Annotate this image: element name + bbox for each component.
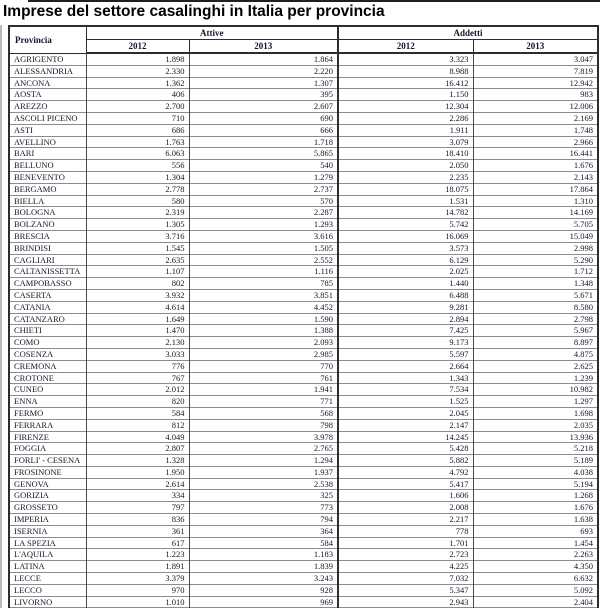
value-cell: 3.379 bbox=[86, 573, 189, 585]
value-cell: 5.742 bbox=[338, 219, 473, 231]
value-cell: 5.194 bbox=[473, 478, 598, 490]
provincia-cell: IMPERIA bbox=[9, 514, 86, 526]
value-cell: 1.950 bbox=[86, 466, 189, 478]
provincia-cell: CALTANISSETTA bbox=[9, 266, 86, 278]
value-cell: 1.638 bbox=[473, 514, 598, 526]
provincia-cell: COMO bbox=[9, 337, 86, 349]
value-cell: 3.932 bbox=[86, 289, 189, 301]
value-cell: 14.245 bbox=[338, 431, 473, 443]
provincia-cell: CROTONE bbox=[9, 372, 86, 384]
value-cell: 1.239 bbox=[473, 372, 598, 384]
value-cell: 797 bbox=[86, 502, 189, 514]
value-cell: 1.525 bbox=[338, 396, 473, 408]
value-cell: 15.049 bbox=[473, 230, 598, 242]
value-cell: 2.012 bbox=[86, 384, 189, 396]
table-row bbox=[9, 171, 598, 183]
value-cell: 5.705 bbox=[473, 219, 598, 231]
value-cell: 3.616 bbox=[189, 230, 338, 242]
value-cell: 1.911 bbox=[338, 124, 473, 136]
provincia-cell: GENOVA bbox=[9, 478, 86, 490]
table-row bbox=[9, 183, 598, 195]
value-cell: 1.305 bbox=[86, 219, 189, 231]
value-cell: 3.047 bbox=[473, 53, 598, 65]
value-cell: 364 bbox=[189, 525, 338, 537]
provincia-cell: CUNEO bbox=[9, 384, 86, 396]
value-cell: 2.998 bbox=[473, 242, 598, 254]
provincia-cell: CATANZARO bbox=[9, 313, 86, 325]
table-row bbox=[9, 160, 598, 172]
provincia-cell: ISERNIA bbox=[9, 525, 86, 537]
value-cell: 617 bbox=[86, 537, 189, 549]
value-cell: 1.505 bbox=[189, 242, 338, 254]
column-header-addetti-2013: 2013 bbox=[473, 40, 598, 54]
value-cell: 928 bbox=[189, 584, 338, 596]
value-cell: 1.362 bbox=[86, 77, 189, 89]
value-cell: 2.235 bbox=[338, 171, 473, 183]
value-cell: 1.839 bbox=[189, 561, 338, 573]
table-row bbox=[9, 490, 598, 502]
value-cell: 12.304 bbox=[338, 101, 473, 113]
value-cell: 1.676 bbox=[473, 502, 598, 514]
provincia-cell: CAMPOBASSO bbox=[9, 278, 86, 290]
table-row bbox=[9, 77, 598, 89]
table-row bbox=[9, 502, 598, 514]
provincia-cell: AVELLINO bbox=[9, 136, 86, 148]
value-cell: 1.294 bbox=[189, 455, 338, 467]
value-cell: 6.632 bbox=[473, 573, 598, 585]
provincia-cell: ASCOLI PICENO bbox=[9, 112, 86, 124]
value-cell: 2.635 bbox=[86, 254, 189, 266]
value-cell: 5.597 bbox=[338, 348, 473, 360]
table-row bbox=[9, 431, 598, 443]
value-cell: 710 bbox=[86, 112, 189, 124]
value-cell: 1.454 bbox=[473, 537, 598, 549]
table-row bbox=[9, 360, 598, 372]
value-cell: 1.864 bbox=[189, 53, 338, 65]
table-row bbox=[9, 219, 598, 231]
column-group-attive: Attive bbox=[86, 26, 338, 40]
value-cell: 820 bbox=[86, 396, 189, 408]
value-cell: 5.189 bbox=[473, 455, 598, 467]
value-cell: 9.173 bbox=[338, 337, 473, 349]
table-row bbox=[9, 455, 598, 467]
provincia-cell: FIRENZE bbox=[9, 431, 86, 443]
table-row bbox=[9, 525, 598, 537]
value-cell: 794 bbox=[189, 514, 338, 526]
value-cell: 1.304 bbox=[86, 171, 189, 183]
provincia-cell: BIELLA bbox=[9, 195, 86, 207]
value-cell: 5.967 bbox=[473, 325, 598, 337]
column-header-provincia: Provincia bbox=[9, 26, 86, 53]
value-cell: 785 bbox=[189, 278, 338, 290]
value-cell: 2.404 bbox=[473, 596, 598, 608]
value-cell: 584 bbox=[86, 407, 189, 419]
value-cell: 1.010 bbox=[86, 596, 189, 608]
value-cell: 2.286 bbox=[338, 112, 473, 124]
value-cell: 983 bbox=[473, 89, 598, 101]
table-row bbox=[9, 478, 598, 490]
provincia-cell: BRINDISI bbox=[9, 242, 86, 254]
provincia-cell: LECCO bbox=[9, 584, 86, 596]
value-cell: 776 bbox=[86, 360, 189, 372]
value-cell: 2.765 bbox=[189, 443, 338, 455]
value-cell: 1.545 bbox=[86, 242, 189, 254]
value-cell: 1.701 bbox=[338, 537, 473, 549]
table-row bbox=[9, 242, 598, 254]
top-divider bbox=[28, 0, 600, 2]
value-cell: 5.882 bbox=[338, 455, 473, 467]
value-cell: 1.698 bbox=[473, 407, 598, 419]
value-cell: 2.807 bbox=[86, 443, 189, 455]
value-cell: 7.534 bbox=[338, 384, 473, 396]
value-cell: 1.268 bbox=[473, 490, 598, 502]
value-cell: 570 bbox=[189, 195, 338, 207]
provincia-cell: ASTI bbox=[9, 124, 86, 136]
provincia-cell: BRESCIA bbox=[9, 230, 86, 242]
value-cell: 1.440 bbox=[338, 278, 473, 290]
table-row bbox=[9, 301, 598, 313]
value-cell: 3.978 bbox=[189, 431, 338, 443]
value-cell: 580 bbox=[86, 195, 189, 207]
value-cell: 1.328 bbox=[86, 455, 189, 467]
provincia-cell: BELLUNO bbox=[9, 160, 86, 172]
group-header-row bbox=[9, 26, 598, 40]
value-cell: 4.792 bbox=[338, 466, 473, 478]
value-cell: 2.143 bbox=[473, 171, 598, 183]
table-row bbox=[9, 419, 598, 431]
value-cell: 2.538 bbox=[189, 478, 338, 490]
value-cell: 2.737 bbox=[189, 183, 338, 195]
value-cell: 812 bbox=[86, 419, 189, 431]
value-cell: 2.614 bbox=[86, 478, 189, 490]
provincia-cell: ANCONA bbox=[9, 77, 86, 89]
value-cell: 6.063 bbox=[86, 148, 189, 160]
value-cell: 4.049 bbox=[86, 431, 189, 443]
value-cell: 568 bbox=[189, 407, 338, 419]
table-row bbox=[9, 112, 598, 124]
value-cell: 2.045 bbox=[338, 407, 473, 419]
value-cell: 4.614 bbox=[86, 301, 189, 313]
value-cell: 2.894 bbox=[338, 313, 473, 325]
value-cell: 8.988 bbox=[338, 65, 473, 77]
table-row bbox=[9, 337, 598, 349]
value-cell: 3.079 bbox=[338, 136, 473, 148]
value-cell: 2.093 bbox=[189, 337, 338, 349]
value-cell: 2.985 bbox=[189, 348, 338, 360]
value-cell: 3.851 bbox=[189, 289, 338, 301]
table-row bbox=[9, 443, 598, 455]
value-cell: 2.664 bbox=[338, 360, 473, 372]
value-cell: 970 bbox=[86, 584, 189, 596]
table-row bbox=[9, 596, 598, 608]
value-cell: 1.223 bbox=[86, 549, 189, 561]
provincia-cell: BARI bbox=[9, 148, 86, 160]
value-cell: 2.220 bbox=[189, 65, 338, 77]
table-row bbox=[9, 348, 598, 360]
provincia-cell: GROSSETO bbox=[9, 502, 86, 514]
value-cell: 584 bbox=[189, 537, 338, 549]
value-cell: 1.590 bbox=[189, 313, 338, 325]
value-cell: 2.966 bbox=[473, 136, 598, 148]
provincia-cell: LA SPEZIA bbox=[9, 537, 86, 549]
value-cell: 12.942 bbox=[473, 77, 598, 89]
value-cell: 2.050 bbox=[338, 160, 473, 172]
value-cell: 666 bbox=[189, 124, 338, 136]
provincia-cell: L'AQUILA bbox=[9, 549, 86, 561]
value-cell: 693 bbox=[473, 525, 598, 537]
provincia-cell: ENNA bbox=[9, 396, 86, 408]
value-cell: 2.147 bbox=[338, 419, 473, 431]
provincia-cell: CAGLIARI bbox=[9, 254, 86, 266]
value-cell: 1.279 bbox=[189, 171, 338, 183]
provincia-cell: FROSINONE bbox=[9, 466, 86, 478]
table-row bbox=[9, 396, 598, 408]
value-cell: 540 bbox=[189, 160, 338, 172]
value-cell: 6.488 bbox=[338, 289, 473, 301]
value-cell: 2.319 bbox=[86, 207, 189, 219]
provincia-cell: CREMONA bbox=[9, 360, 86, 372]
value-cell: 1.116 bbox=[189, 266, 338, 278]
value-cell: 4.350 bbox=[473, 561, 598, 573]
value-cell: 1.748 bbox=[473, 124, 598, 136]
provincia-cell: BOLZANO bbox=[9, 219, 86, 231]
value-cell: 5.428 bbox=[338, 443, 473, 455]
table-row bbox=[9, 254, 598, 266]
value-cell: 2.263 bbox=[473, 549, 598, 561]
table-row bbox=[9, 313, 598, 325]
provincia-cell: BERGAMO bbox=[9, 183, 86, 195]
value-cell: 3.573 bbox=[338, 242, 473, 254]
value-cell: 3.716 bbox=[86, 230, 189, 242]
table-row bbox=[9, 584, 598, 596]
value-cell: 6.129 bbox=[338, 254, 473, 266]
value-cell: 4.038 bbox=[473, 466, 598, 478]
value-cell: 2.943 bbox=[338, 596, 473, 608]
value-cell: 2.798 bbox=[473, 313, 598, 325]
provincia-cell: AGRIGENTO bbox=[9, 53, 86, 65]
table-row bbox=[9, 573, 598, 585]
value-cell: 7.819 bbox=[473, 65, 598, 77]
province-table bbox=[8, 25, 599, 608]
value-cell: 406 bbox=[86, 89, 189, 101]
value-cell: 361 bbox=[86, 525, 189, 537]
value-cell: 16.069 bbox=[338, 230, 473, 242]
value-cell: 8.897 bbox=[473, 337, 598, 349]
provincia-cell: FERMO bbox=[9, 407, 86, 419]
value-cell: 1.307 bbox=[189, 77, 338, 89]
table-row bbox=[9, 466, 598, 478]
table-header bbox=[9, 26, 598, 53]
value-cell: 395 bbox=[189, 89, 338, 101]
value-cell: 1.150 bbox=[338, 89, 473, 101]
value-cell: 761 bbox=[189, 372, 338, 384]
value-cell: 4.875 bbox=[473, 348, 598, 360]
provincia-cell: BENEVENTO bbox=[9, 171, 86, 183]
value-cell: 1.763 bbox=[86, 136, 189, 148]
value-cell: 2.217 bbox=[338, 514, 473, 526]
value-cell: 4.225 bbox=[338, 561, 473, 573]
table-row bbox=[9, 89, 598, 101]
value-cell: 16.441 bbox=[473, 148, 598, 160]
value-cell: 1.531 bbox=[338, 195, 473, 207]
table-row bbox=[9, 549, 598, 561]
value-cell: 2.607 bbox=[189, 101, 338, 113]
value-cell: 778 bbox=[338, 525, 473, 537]
provincia-cell: AREZZO bbox=[9, 101, 86, 113]
value-cell: 1.297 bbox=[473, 396, 598, 408]
provincia-cell: AOSTA bbox=[9, 89, 86, 101]
column-group-addetti: Addetti bbox=[338, 26, 598, 40]
value-cell: 2.330 bbox=[86, 65, 189, 77]
provincia-cell: LIVORNO bbox=[9, 596, 86, 608]
value-cell: 4.452 bbox=[189, 301, 338, 313]
table-row bbox=[9, 407, 598, 419]
table-row bbox=[9, 53, 598, 65]
value-cell: 12.006 bbox=[473, 101, 598, 113]
value-cell: 1.348 bbox=[473, 278, 598, 290]
value-cell: 5.671 bbox=[473, 289, 598, 301]
value-cell: 9.281 bbox=[338, 301, 473, 313]
value-cell: 3.323 bbox=[338, 53, 473, 65]
value-cell: 2.169 bbox=[473, 112, 598, 124]
value-cell: 334 bbox=[86, 490, 189, 502]
value-cell: 5.865 bbox=[189, 148, 338, 160]
value-cell: 3.243 bbox=[189, 573, 338, 585]
value-cell: 556 bbox=[86, 160, 189, 172]
value-cell: 5.092 bbox=[473, 584, 598, 596]
provincia-cell: ALESSANDRIA bbox=[9, 65, 86, 77]
value-cell: 1.649 bbox=[86, 313, 189, 325]
value-cell: 325 bbox=[189, 490, 338, 502]
table-row bbox=[9, 266, 598, 278]
table-row bbox=[9, 195, 598, 207]
value-cell: 5.347 bbox=[338, 584, 473, 596]
value-cell: 5.290 bbox=[473, 254, 598, 266]
value-cell: 1.937 bbox=[189, 466, 338, 478]
value-cell: 1.388 bbox=[189, 325, 338, 337]
value-cell: 1.606 bbox=[338, 490, 473, 502]
value-cell: 1.470 bbox=[86, 325, 189, 337]
provincia-cell: CATANIA bbox=[9, 301, 86, 313]
provincia-cell: FOGGIA bbox=[9, 443, 86, 455]
value-cell: 1.310 bbox=[473, 195, 598, 207]
table-body bbox=[9, 53, 598, 608]
provincia-cell: CASERTA bbox=[9, 289, 86, 301]
table-row bbox=[9, 278, 598, 290]
table-row bbox=[9, 325, 598, 337]
page-title: Imprese del settore casalinghi in Italia per provincia bbox=[3, 3, 385, 20]
value-cell: 2.008 bbox=[338, 502, 473, 514]
value-cell: 17.864 bbox=[473, 183, 598, 195]
provincia-cell: BOLOGNA bbox=[9, 207, 86, 219]
value-cell: 18.410 bbox=[338, 148, 473, 160]
year-header-row bbox=[9, 40, 598, 54]
table-row bbox=[9, 537, 598, 549]
value-cell: 969 bbox=[189, 596, 338, 608]
value-cell: 798 bbox=[189, 419, 338, 431]
value-cell: 1.898 bbox=[86, 53, 189, 65]
value-cell: 1.676 bbox=[473, 160, 598, 172]
provincia-cell: FERRARA bbox=[9, 419, 86, 431]
value-cell: 7.425 bbox=[338, 325, 473, 337]
value-cell: 767 bbox=[86, 372, 189, 384]
provincia-cell: GORIZIA bbox=[9, 490, 86, 502]
provincia-cell: LECCE bbox=[9, 573, 86, 585]
value-cell: 690 bbox=[189, 112, 338, 124]
value-cell: 773 bbox=[189, 502, 338, 514]
table-row bbox=[9, 136, 598, 148]
provincia-cell: LATINA bbox=[9, 561, 86, 573]
value-cell: 1.718 bbox=[189, 136, 338, 148]
table-row bbox=[9, 148, 598, 160]
value-cell: 5.218 bbox=[473, 443, 598, 455]
value-cell: 2.287 bbox=[189, 207, 338, 219]
table-row bbox=[9, 289, 598, 301]
value-cell: 836 bbox=[86, 514, 189, 526]
table-row bbox=[9, 372, 598, 384]
table-row bbox=[9, 561, 598, 573]
provincia-cell: FORLI' - CESENA bbox=[9, 455, 86, 467]
value-cell: 1.891 bbox=[86, 561, 189, 573]
value-cell: 2.723 bbox=[338, 549, 473, 561]
table-row bbox=[9, 207, 598, 219]
value-cell: 2.700 bbox=[86, 101, 189, 113]
value-cell: 771 bbox=[189, 396, 338, 408]
table-row bbox=[9, 384, 598, 396]
value-cell: 2.625 bbox=[473, 360, 598, 372]
value-cell: 13.936 bbox=[473, 431, 598, 443]
table-row bbox=[9, 124, 598, 136]
value-cell: 2.025 bbox=[338, 266, 473, 278]
value-cell: 770 bbox=[189, 360, 338, 372]
column-header-attive-2013: 2013 bbox=[189, 40, 338, 54]
provincia-cell: CHIETI bbox=[9, 325, 86, 337]
table-row bbox=[9, 65, 598, 77]
value-cell: 3.033 bbox=[86, 348, 189, 360]
value-cell: 8.580 bbox=[473, 301, 598, 313]
value-cell: 18.075 bbox=[338, 183, 473, 195]
page-edge-shadow bbox=[0, 25, 2, 608]
value-cell: 7.032 bbox=[338, 573, 473, 585]
provincia-cell: COSENZA bbox=[9, 348, 86, 360]
table-row bbox=[9, 101, 598, 113]
value-cell: 1.941 bbox=[189, 384, 338, 396]
value-cell: 686 bbox=[86, 124, 189, 136]
table-row bbox=[9, 230, 598, 242]
value-cell: 5.417 bbox=[338, 478, 473, 490]
value-cell: 2.130 bbox=[86, 337, 189, 349]
value-cell: 14.169 bbox=[473, 207, 598, 219]
value-cell: 2.778 bbox=[86, 183, 189, 195]
value-cell: 2.035 bbox=[473, 419, 598, 431]
column-header-addetti-2012: 2012 bbox=[338, 40, 473, 54]
value-cell: 14.782 bbox=[338, 207, 473, 219]
value-cell: 1.107 bbox=[86, 266, 189, 278]
value-cell: 1.183 bbox=[189, 549, 338, 561]
value-cell: 1.293 bbox=[189, 219, 338, 231]
value-cell: 1.343 bbox=[338, 372, 473, 384]
value-cell: 16.412 bbox=[338, 77, 473, 89]
value-cell: 802 bbox=[86, 278, 189, 290]
value-cell: 1.712 bbox=[473, 266, 598, 278]
value-cell: 2.552 bbox=[189, 254, 338, 266]
table-row bbox=[9, 514, 598, 526]
column-header-attive-2012: 2012 bbox=[86, 40, 189, 54]
value-cell: 10.982 bbox=[473, 384, 598, 396]
